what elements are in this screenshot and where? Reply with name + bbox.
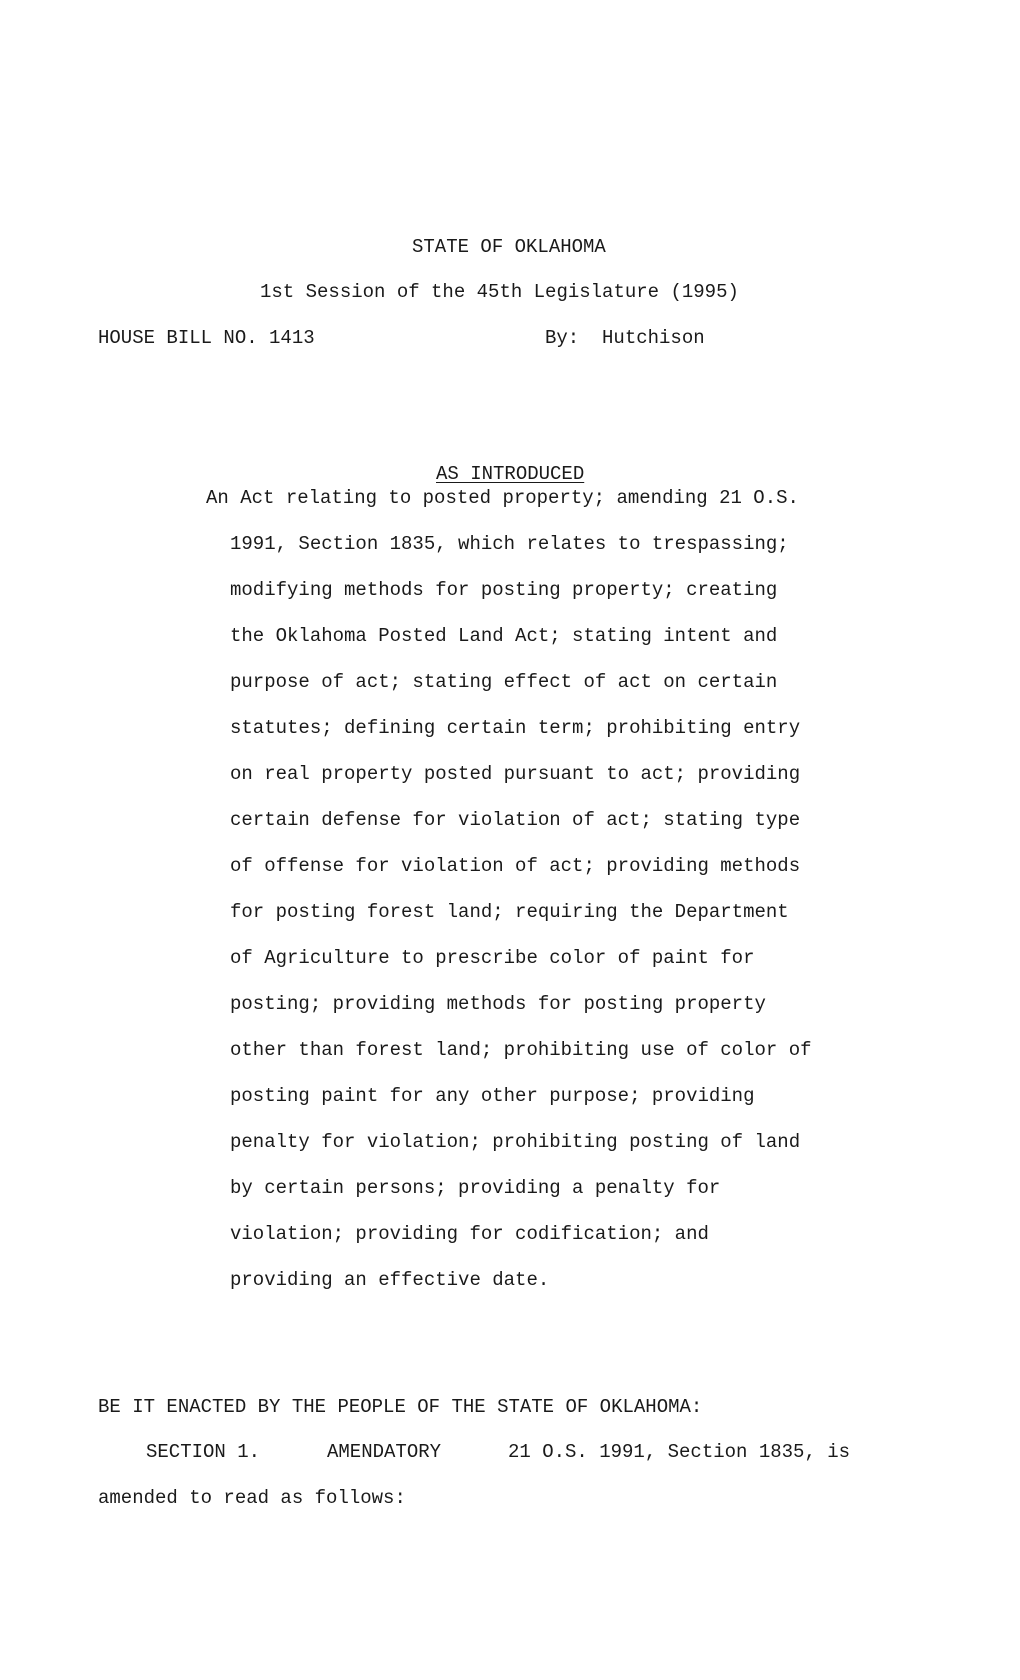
enacting-clause: BE IT ENACTED BY THE PEOPLE OF THE STATE OF OKLAHOMA: xyxy=(98,1396,703,1418)
bill-status: AS INTRODUCED xyxy=(436,463,585,485)
state-heading: STATE OF OKLAHOMA xyxy=(412,236,606,258)
title-line: other than forest land; prohibiting use of color of xyxy=(230,1039,812,1061)
section-continuation: amended to read as follows: xyxy=(98,1487,406,1509)
bill-author: By: Hutchison xyxy=(545,327,705,349)
title-line: posting paint for any other purpose; providing xyxy=(230,1085,755,1107)
title-line: statutes; defining certain term; prohibiting entry xyxy=(230,717,801,739)
session-heading: 1st Session of the 45th Legislature (1995) xyxy=(260,281,739,303)
title-line: providing an effective date. xyxy=(230,1269,550,1291)
title-line: the Oklahoma Posted Land Act; stating intent and xyxy=(230,625,778,647)
title-line: purpose of act; stating effect of act on certain xyxy=(230,671,778,693)
title-line: modifying methods for posting property; creating xyxy=(230,579,778,601)
title-line: for posting forest land; requiring the Department xyxy=(230,901,789,923)
title-line: by certain persons; providing a penalty for xyxy=(230,1177,721,1199)
title-line: of offense for violation of act; providing methods xyxy=(230,855,801,877)
section-label: SECTION 1. xyxy=(146,1441,261,1463)
title-line: penalty for violation; prohibiting posting of land xyxy=(230,1131,801,1153)
title-line: An Act relating to posted property; amending 21 O.S. xyxy=(206,487,799,509)
title-line: posting; providing methods for posting property xyxy=(230,993,766,1015)
section-type: AMENDATORY xyxy=(327,1441,442,1463)
title-line: 1991, Section 1835, which relates to trespassing; xyxy=(230,533,789,555)
section-citation: 21 O.S. 1991, Section 1835, is xyxy=(508,1441,851,1463)
bill-number: HOUSE BILL NO. 1413 xyxy=(98,327,315,349)
title-line: certain defense for violation of act; stating type xyxy=(230,809,801,831)
title-line: of Agriculture to prescribe color of paint for xyxy=(230,947,755,969)
title-line: on real property posted pursuant to act; providing xyxy=(230,763,801,785)
title-line: violation; providing for codification; and xyxy=(230,1223,709,1245)
